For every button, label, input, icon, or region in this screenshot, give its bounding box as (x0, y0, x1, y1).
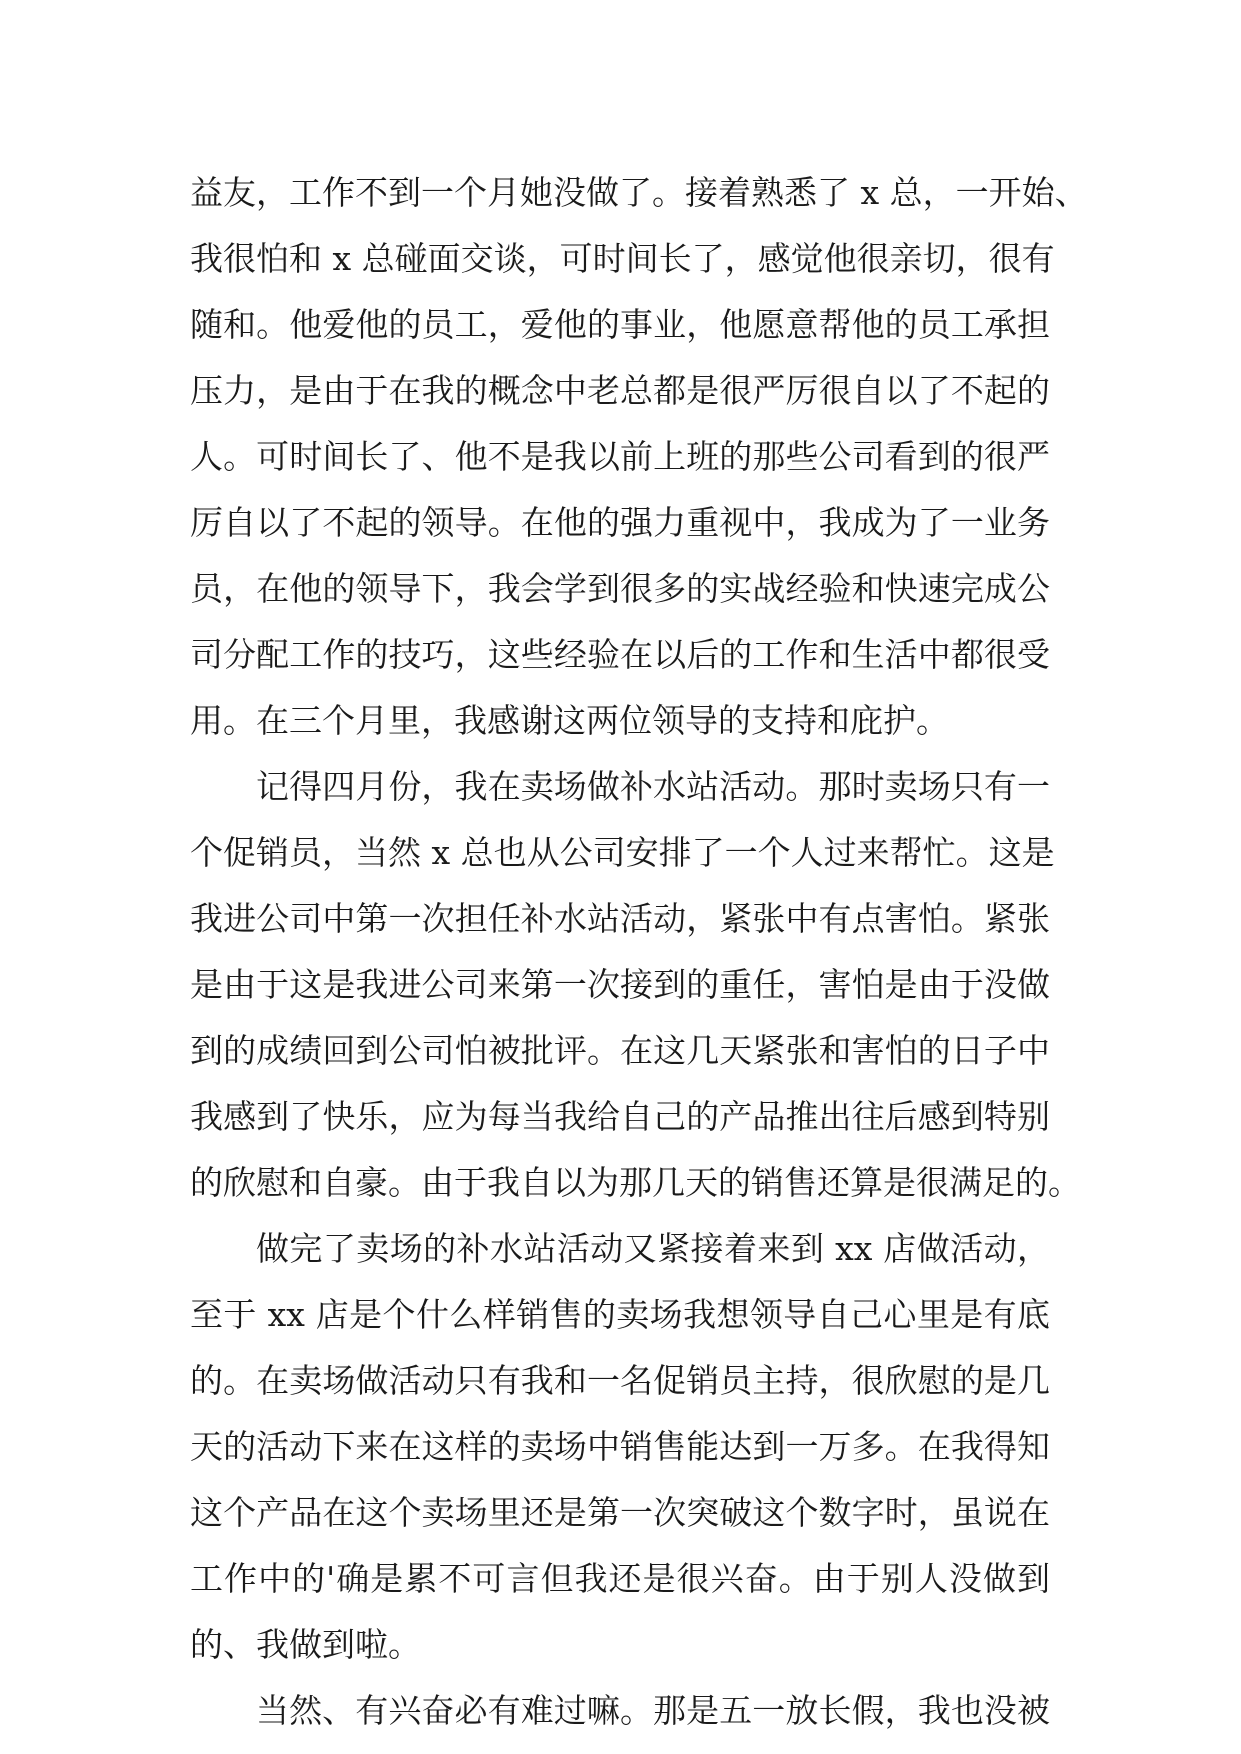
text-line: 的欣慰和自豪。由于我自以为那几天的销售还算是很满足的。 (190, 1163, 1081, 1202)
text-line: 天的活动下来在这样的卖场中销售能达到一万多。在我得知 (190, 1427, 1050, 1466)
text-line: 用。在三个月里，我感谢这两位领导的支持和庇护。 (190, 701, 949, 740)
text-line: 当然、有兴奋必有难过嘛。那是五一放长假，我也没被 (256, 1691, 1050, 1730)
text-line: 益友，工作不到一个月她没做了。接着熟悉了 x 总，一开始、 (190, 173, 1088, 212)
text-line: 记得四月份，我在卖场做补水站活动。那时卖场只有一 (256, 767, 1050, 806)
text-line: 司分配工作的技巧，这些经验在以后的工作和生活中都很受 (190, 635, 1050, 674)
text-line: 的。在卖场做活动只有我和一名促销员主持，很欣慰的是几 (190, 1361, 1050, 1400)
text-line: 工作中的'确是累不可言但我还是很兴奋。由于别人没做到 (190, 1559, 1050, 1598)
text-line: 做完了卖场的补水站活动又紧接着来到 xx 店做活动， (256, 1229, 1050, 1268)
text-line: 个促销员，当然 x 总也从公司安排了一个人过来帮忙。这是 (190, 833, 1055, 872)
text-line: 我很怕和 x 总碰面交谈，可时间长了，感觉他很亲切，很有 (190, 239, 1055, 278)
text-line: 人。可时间长了、他不是我以前上班的那些公司看到的很严 (190, 437, 1050, 476)
text-line: 这个产品在这个卖场里还是第一次突破这个数字时，虽说在 (190, 1493, 1050, 1532)
text-line: 员，在他的领导下，我会学到很多的实战经验和快速完成公 (190, 569, 1050, 608)
text-line: 是由于这是我进公司来第一次接到的重任，害怕是由于没做 (190, 965, 1050, 1004)
text-line: 厉自以了不起的领导。在他的强力重视中，我成为了一业务 (190, 503, 1050, 542)
text-line: 我进公司中第一次担任补水站活动，紧张中有点害怕。紧张 (190, 899, 1050, 938)
text-line: 随和。他爱他的员工，爱他的事业，他愿意帮他的员工承担 (190, 305, 1050, 344)
text-line: 的、我做到啦。 (190, 1625, 421, 1664)
text-line: 压力，是由于在我的概念中老总都是很严厉很自以了不起的 (190, 371, 1050, 410)
text-line: 到的成绩回到公司怕被批评。在这几天紧张和害怕的日子中 (190, 1031, 1050, 1070)
body-text (190, 160, 1088, 1744)
text-line: 我感到了快乐，应为每当我给自己的产品推出往后感到特别 (190, 1097, 1050, 1136)
text-line: 至于 xx 店是个什么样销售的卖场我想领导自己心里是有底 (190, 1295, 1050, 1334)
